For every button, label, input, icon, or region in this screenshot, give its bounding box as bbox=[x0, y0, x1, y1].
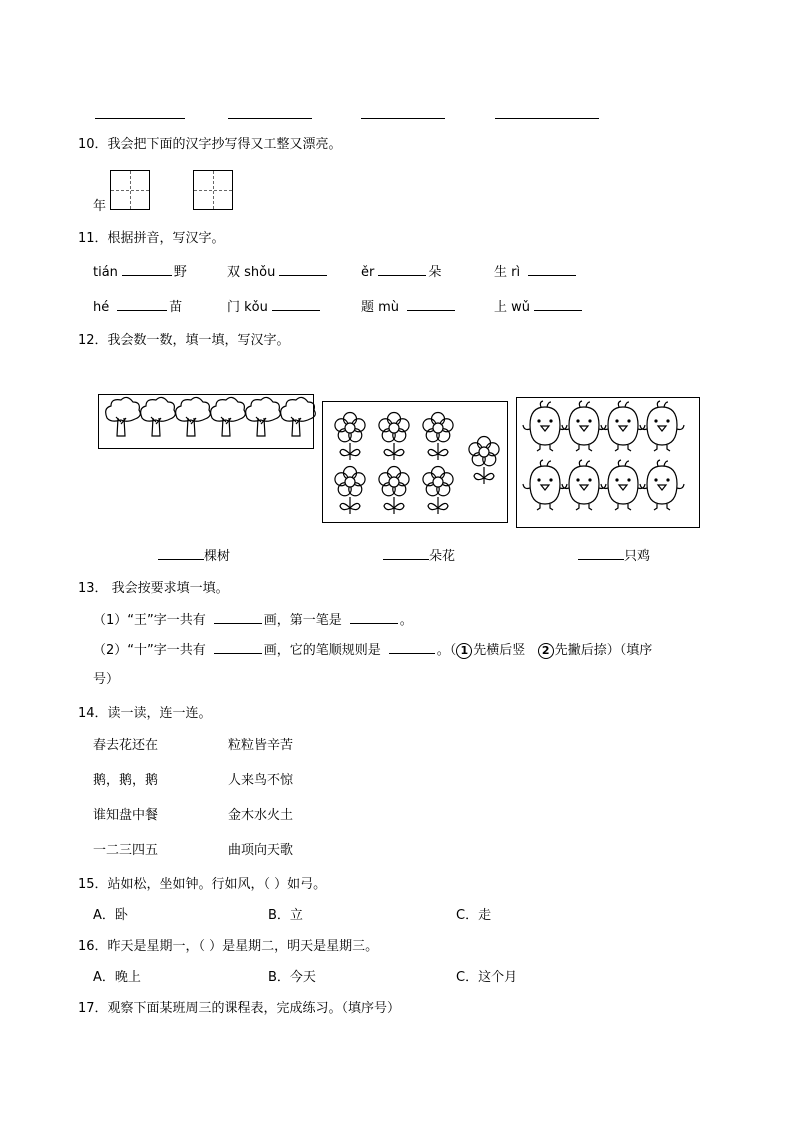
option-a[interactable]: A．晚上 bbox=[93, 970, 141, 985]
match-left-item[interactable]: 谁知盘中餐 bbox=[93, 808, 159, 823]
count-answer-chicks: 只鸡 bbox=[578, 547, 650, 566]
flower-icon bbox=[335, 413, 365, 461]
match-left-item[interactable]: 鹅，鹅，鹅 bbox=[93, 773, 159, 788]
option-a[interactable]: A．卧 bbox=[93, 908, 128, 923]
answer-blank[interactable] bbox=[389, 641, 435, 654]
copy-char: 年 bbox=[93, 199, 107, 214]
chick-icon bbox=[601, 460, 645, 510]
tree-icon bbox=[246, 397, 281, 436]
option-c[interactable]: C．这个月 bbox=[456, 970, 518, 985]
flower-icon bbox=[423, 413, 453, 461]
answer-blank[interactable] bbox=[383, 547, 429, 560]
pinyin-item: hé 苗 bbox=[93, 300, 183, 315]
question-10: 10．我会把下面的汉字抄写得又工整又漂亮。 bbox=[78, 137, 342, 152]
answer-blank[interactable] bbox=[158, 547, 204, 560]
flower-icon bbox=[335, 467, 365, 515]
answer-blank[interactable] bbox=[214, 641, 262, 654]
match-right-item[interactable]: 粒粒皆辛苦 bbox=[228, 738, 294, 753]
chick-icon bbox=[601, 401, 645, 451]
count-answer-trees: 棵树 bbox=[158, 547, 230, 566]
question-12: 12．我会数一数，填一填，写汉字。 bbox=[78, 333, 290, 348]
pinyin-item: 门 kǒu bbox=[227, 298, 320, 317]
match-left-item[interactable]: 春去花还在 bbox=[93, 738, 159, 753]
pinyin-item: 题 mù bbox=[361, 298, 455, 317]
answer-blank[interactable] bbox=[578, 547, 624, 560]
flower-icon bbox=[379, 467, 409, 515]
chick-icon bbox=[523, 460, 567, 510]
match-right-item[interactable]: 人来鸟不惊 bbox=[228, 773, 294, 788]
question-15: 15．站如松，坐如钟。行如风，（ ）如弓。 bbox=[78, 877, 327, 892]
tree-icon bbox=[211, 397, 246, 436]
tree-icon bbox=[106, 397, 141, 436]
match-right-item[interactable]: 曲项向天歌 bbox=[228, 843, 294, 858]
match-right-item[interactable]: 金木水火土 bbox=[228, 808, 294, 823]
chick-icon bbox=[523, 401, 567, 451]
pinyin-item: ěr 朵 bbox=[361, 265, 442, 280]
q13-line-2: （2）“十”字一共有 画，它的笔顺规则是 。（ 1 先横后竖 2 先撇后捺）（填序 bbox=[93, 643, 653, 658]
chick-icon bbox=[640, 460, 684, 510]
match-left-item[interactable]: 一二三四五 bbox=[93, 843, 159, 858]
tree-icon bbox=[281, 397, 316, 436]
question-17: 17．观察下面某班周三的课程表，完成练习。（填序号） bbox=[78, 1001, 401, 1016]
chick-icon bbox=[562, 460, 606, 510]
tree-icon bbox=[176, 397, 211, 436]
question-13: 13． 我会按要求填一填。 bbox=[78, 581, 229, 596]
chick-icon bbox=[562, 401, 606, 451]
q13-line-2-end: 号） bbox=[93, 672, 120, 687]
option-c[interactable]: C．走 bbox=[456, 908, 492, 923]
pinyin-item: tián 野 bbox=[93, 265, 187, 280]
flower-icon bbox=[423, 467, 453, 515]
chick-icons bbox=[523, 401, 684, 510]
pinyin-item: 双 shǒu bbox=[227, 263, 327, 282]
circled-number-2: 2 bbox=[538, 643, 554, 659]
option-b[interactable]: B．立 bbox=[268, 908, 303, 923]
flower-icon bbox=[379, 413, 409, 461]
pinyin-item: 上 wǔ bbox=[494, 298, 582, 317]
answer-blank[interactable] bbox=[350, 611, 398, 624]
option-b[interactable]: B．今天 bbox=[268, 970, 316, 985]
question-16: 16．昨天是星期一，（ ）是星期二，明天是星期三。 bbox=[78, 939, 379, 954]
pinyin-item: 生 rì bbox=[494, 263, 576, 282]
answer-blank[interactable] bbox=[214, 611, 262, 624]
q13-line-1: （1）“王”字一共有 画，第一笔是 。 bbox=[93, 613, 413, 628]
chick-icon bbox=[640, 401, 684, 451]
circled-number-1: 1 bbox=[456, 643, 472, 659]
count-answer-flowers: 朵花 bbox=[383, 547, 455, 566]
question-14: 14．读一读，连一连。 bbox=[78, 706, 212, 721]
flower-icons bbox=[335, 413, 499, 515]
question-11: 11．根据拼音，写汉字。 bbox=[78, 231, 225, 246]
flower-icon bbox=[469, 437, 499, 485]
tree-icons bbox=[106, 397, 316, 436]
tree-icon bbox=[141, 397, 176, 436]
